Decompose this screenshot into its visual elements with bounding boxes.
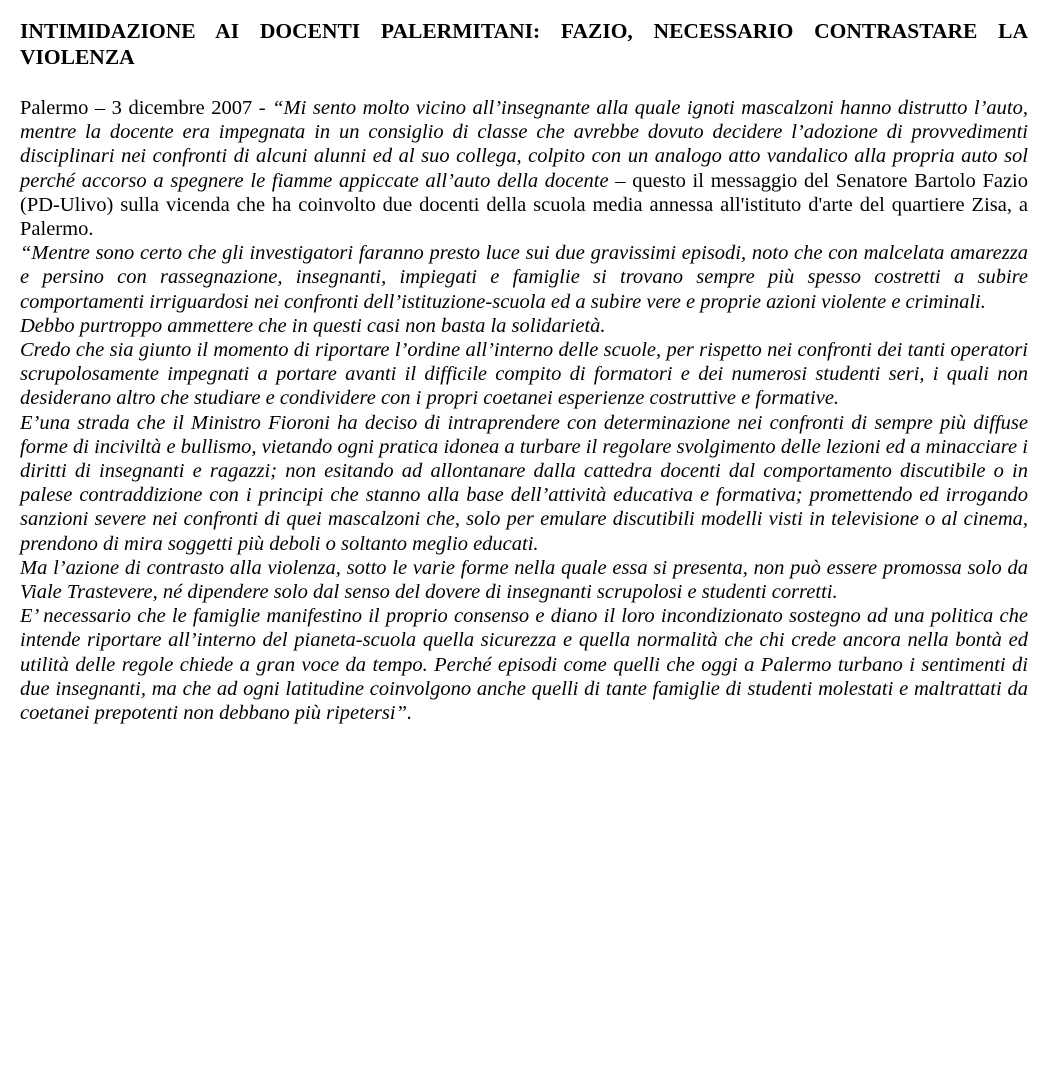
paragraph-4: Credo che sia giunto il momento di riportare l’ordine all’interno delle scuole, per rispetto nei confronti dei tanti operatori scrupolosamente impegnati a portare avanti il difficile compito di formatori e dei numerosi studenti seri, i quali non desiderano altro che studiare e condividere con i propri coetanei esperienze costruttive e formative. — [20, 339, 1028, 410]
paragraph-3: Debbo purtroppo ammettere che in questi casi non basta la solidarietà. — [20, 314, 606, 337]
paragraph-2: “Mentre sono certo che gli investigatori faranno presto luce sui due gravissimi episodi, noto che con malcelata amarezza e persino con rassegnazione, insegnanti, impiegati e famiglie si trovano sempre più spesso costretti a subire comportamenti irriguardosi nei confronti dell’istituzione-scuola ed a subire vere e proprie azioni violente e criminali. — [20, 242, 1028, 313]
paragraph-6: Ma l’azione di contrasto alla violenza, sotto le varie forme nella quale essa si presenta, non può essere promossa solo da Viale Trastevere, né dipendere solo dal senso del dovere di insegnanti scrupolosi e studenti corretti. — [20, 556, 1028, 604]
document-title: INTIMIDAZIONE AI DOCENTI PALERMITANI: FAZIO, NECESSARIO CONTRASTARE LA VIOLENZA — [20, 19, 1028, 69]
paragraph-5: E’una strada che il Ministro Fioroni ha deciso di intraprendere con determinazione nei confronti di sempre più diffuse forme di inciviltà e bullismo, vietando ogni pratica idonea a turbare il regolare svolgimento delle lezioni ed a minacciare i diritti di insegnanti e ragazzi; non esitando ad allontanare dalla cattedra docenti dal comportamento discutibile o in palese contraddizione con i principi che stanno alla base dell’attività educativa e formativa; promettendo ed irrogando sanzioni severe nei confronti di quei mascalzoni che, solo per emulare discutibili modelli visti in televisione o al cinema, prendono di mira soggetti più deboli o soltanto meglio educati. — [20, 411, 1028, 555]
opening-quote: “Mi sento molto vicino all’insegnante alla quale ignoti mascalzoni hanno distrutto l’auto, mentre la docente era impegnata in un consiglio di classe che avrebbe dovuto decidere l’adozione di provvedimenti disciplinari nei confronti di alcuni alunni ed al suo collega, colpito con un analogo atto vandalico alla propria auto sol perché accorso a spegnere le fiamme appiccate all’auto della docente — [20, 97, 1028, 192]
paragraph-7: E’ necessario che le famiglie manifestino il proprio consenso e diano il loro incondizionato sostegno ad una politica che intende riportare all’interno del pianeta-scuola quella sicurezza e quella normalità che chi crede ancora nella bontà ed utilità delle regole chiede a gran voce da tempo. Perché episodi come quelli che oggi a Palermo turbano i sentimenti di due insegnanti, ma che ad ogni latitudine coinvolgono anche quelli di tante famiglie di studenti molestati e maltrattati da coetanei prepotenti non debbano più ripetersi”. — [20, 605, 1028, 725]
press-release-page — [20, 18, 1028, 725]
document-body — [20, 96, 1028, 725]
dateline: Palermo – 3 dicembre 2007 - — [20, 97, 273, 119]
paragraph-intro — [20, 96, 1028, 241]
intro-attribution: – questo il messaggio del Senatore Bartolo Fazio (PD-Ulivo) sulla vicenda che ha coinvolto due docenti della scuola media annessa all'istituto d'arte del quartiere Zisa, a Palermo. — [20, 169, 1028, 241]
